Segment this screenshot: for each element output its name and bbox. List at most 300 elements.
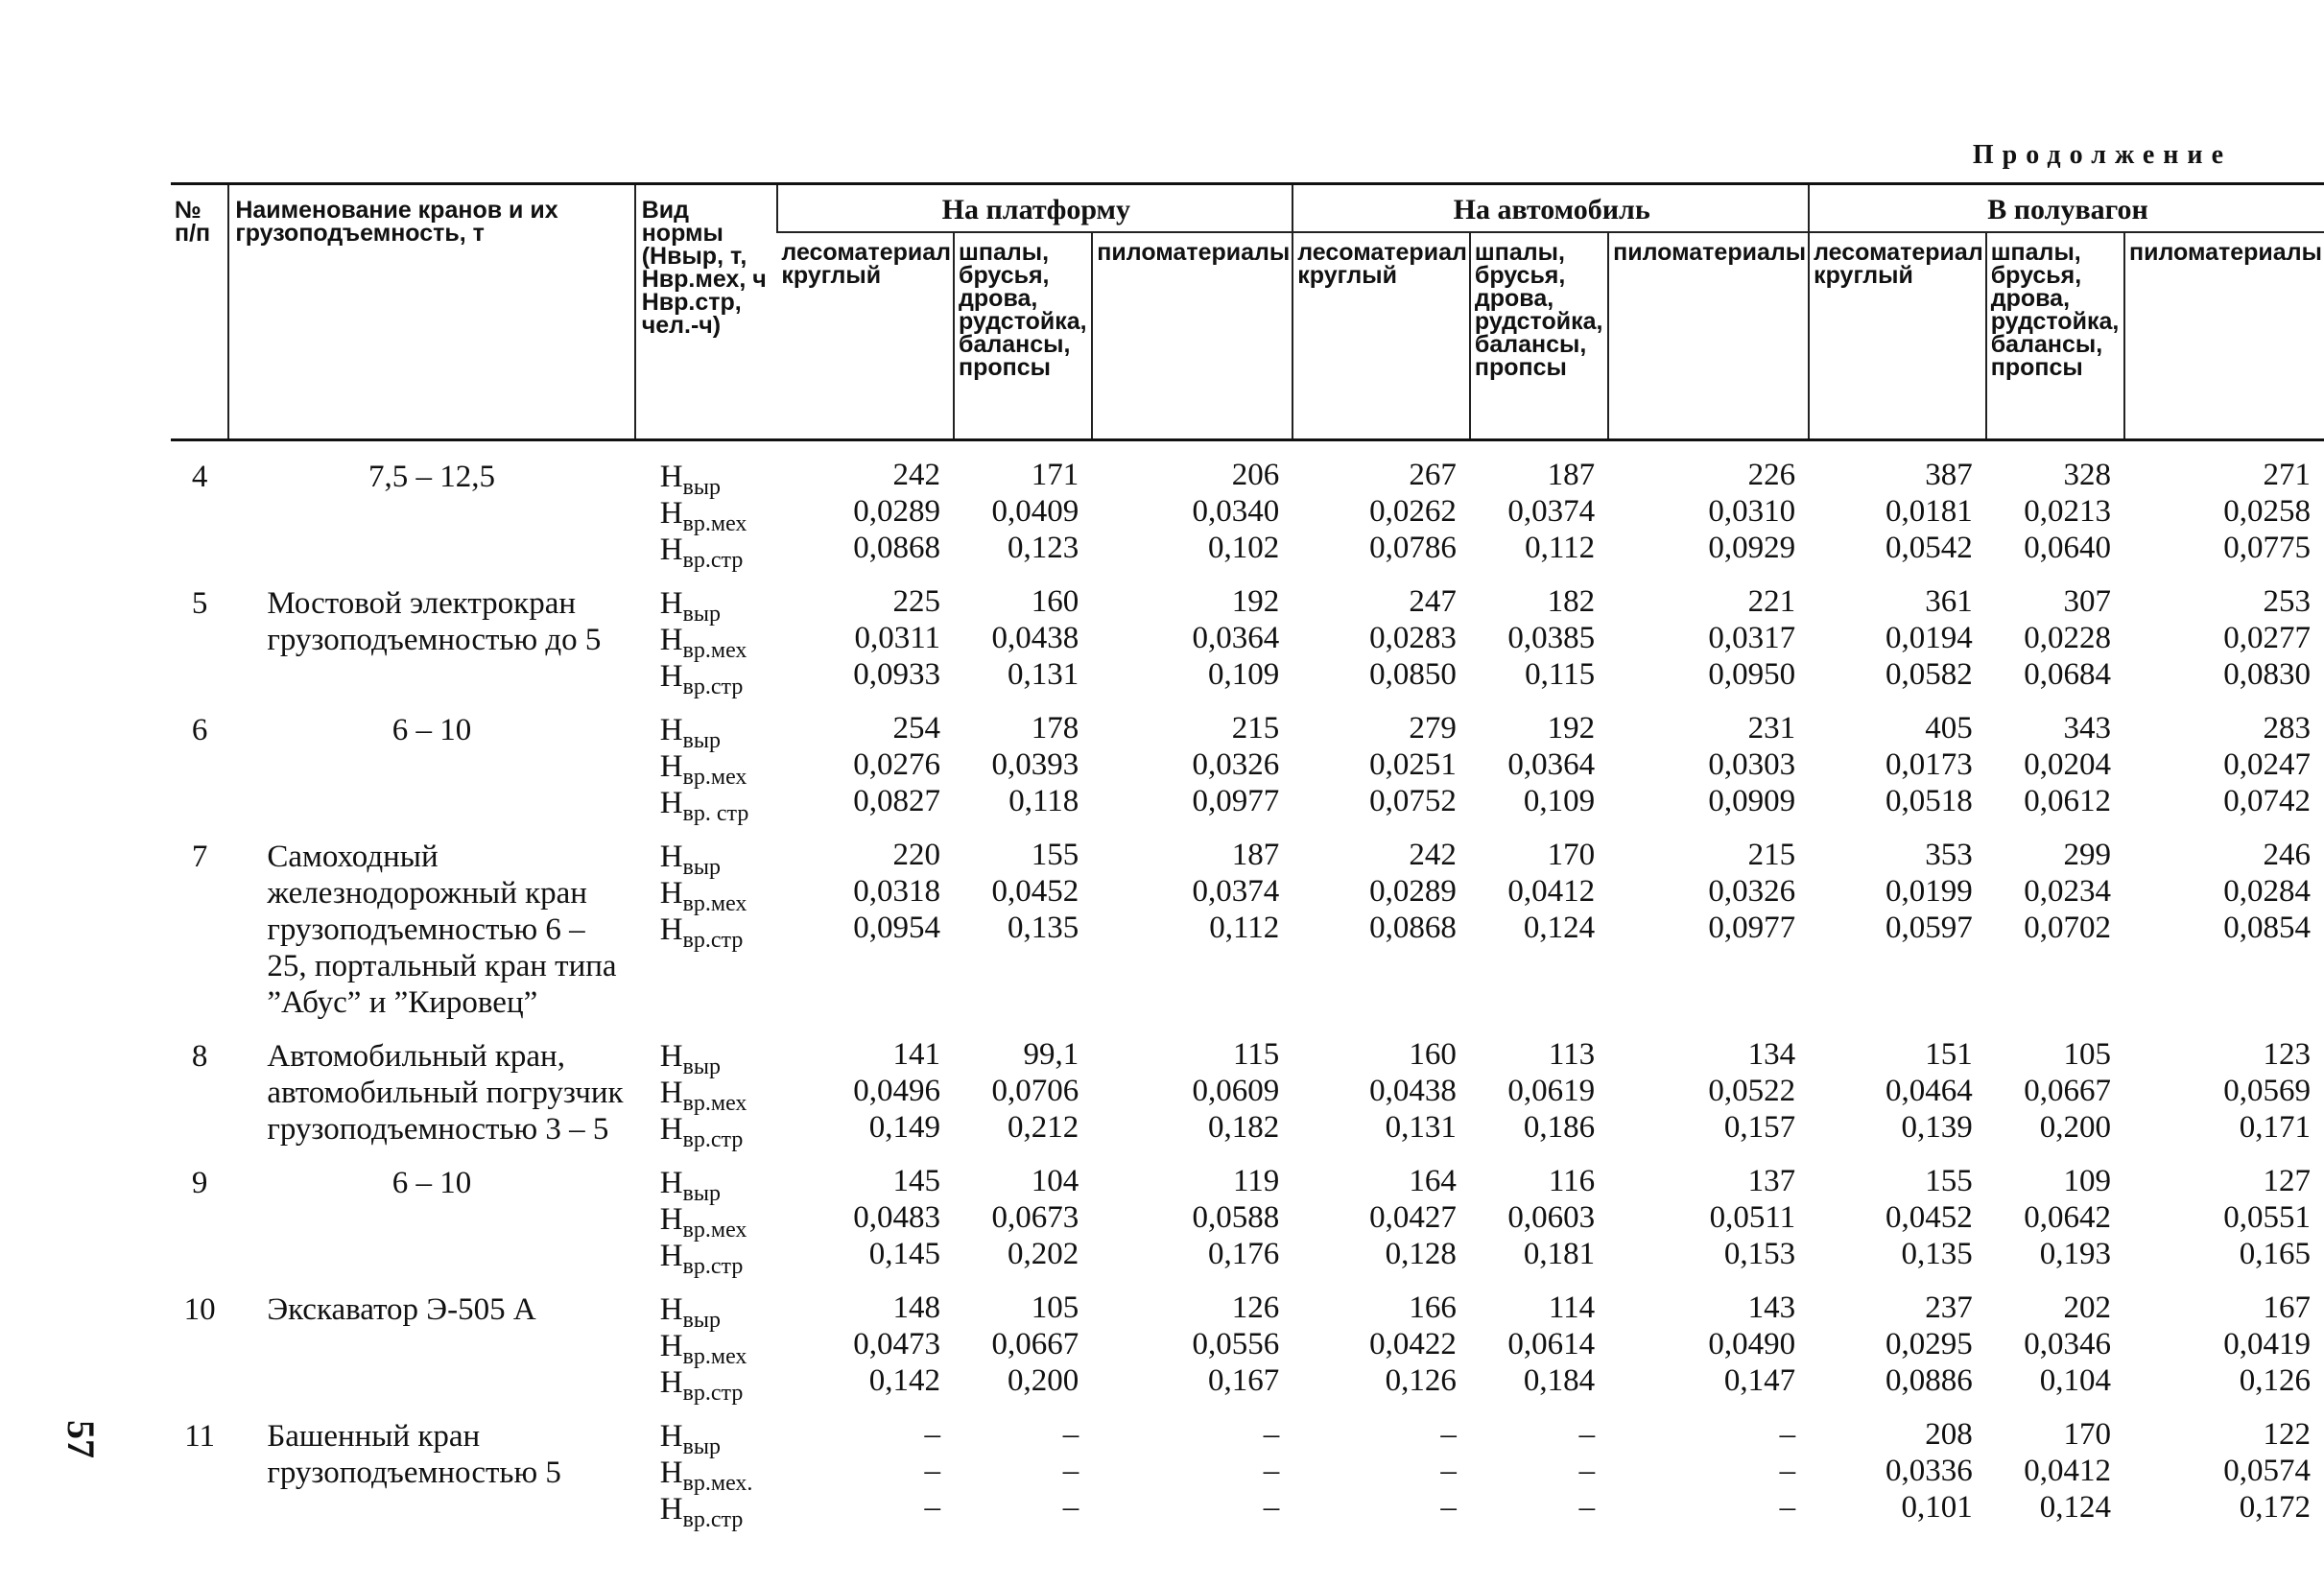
crane-name: Самоходный железнодорожный кран грузоподъемностью 6 – 25, портальный кран типа ”Абус” и ”Кировец” — [267, 840, 617, 1020]
value: 215 — [1747, 838, 1796, 872]
value-cell — [1092, 695, 1292, 821]
value: 155 — [1925, 1164, 1973, 1198]
value: 0,0933 — [853, 657, 941, 692]
value: 0,126 — [2239, 1363, 2311, 1398]
value: 127 — [2263, 1164, 2311, 1198]
table-row — [171, 568, 2324, 695]
norm-type: $Н_{вр.стр}$ — [659, 533, 744, 573]
value-cell — [1986, 1274, 2124, 1401]
value-cell — [1986, 1148, 2124, 1274]
value: 0,0204 — [2024, 747, 2111, 782]
value-cell — [2124, 568, 2324, 695]
value: 126 — [1231, 1290, 1280, 1325]
value-cell — [777, 440, 954, 569]
value-cell — [1092, 1274, 1292, 1401]
value: 0,0283 — [1369, 621, 1457, 655]
value-cell — [2124, 440, 2324, 569]
table-row — [171, 821, 2324, 1021]
value: 247 — [1409, 584, 1457, 619]
value: 0,0742 — [2223, 784, 2311, 818]
value: 0,0886 — [1885, 1363, 1973, 1398]
value: 0,0289 — [1369, 874, 1457, 909]
value-cell — [954, 440, 1092, 569]
value: 0,0213 — [2024, 494, 2111, 529]
value: 115 — [1232, 1037, 1280, 1072]
norm-type: $Н_{вр.мех}$ — [659, 1202, 747, 1243]
value: 0,0258 — [2223, 494, 2311, 529]
value: 0,0518 — [1885, 784, 1973, 818]
value: – — [1578, 1490, 1596, 1525]
value-cell — [1470, 568, 1608, 695]
value: – — [1779, 1490, 1796, 1525]
value-cell — [777, 568, 954, 695]
value-cell — [777, 1274, 954, 1401]
row-number: 10 — [183, 1292, 216, 1327]
value: 0,0326 — [1192, 747, 1280, 782]
value: 0,0412 — [2024, 1454, 2111, 1488]
value-cell — [1986, 568, 2124, 695]
value: 0,145 — [868, 1237, 941, 1271]
value: 0,181 — [1523, 1237, 1596, 1271]
value-cell — [954, 1021, 1092, 1148]
value-cell — [1092, 1021, 1292, 1148]
value: 104 — [1031, 1164, 1079, 1198]
value: – — [1578, 1417, 1596, 1452]
value-cell — [954, 568, 1092, 695]
value: 0,0950 — [1708, 657, 1796, 692]
value: 0,0582 — [1885, 657, 1973, 692]
value-cell — [1092, 440, 1292, 569]
table-body — [171, 440, 2324, 1532]
value-cell — [1608, 1401, 1809, 1527]
value: 178 — [1031, 711, 1079, 746]
value: 0,0569 — [2223, 1074, 2311, 1108]
value: 0,142 — [868, 1363, 941, 1398]
value: 192 — [1231, 584, 1280, 619]
value: 0,0752 — [1369, 784, 1457, 818]
value: 0,0954 — [853, 911, 941, 945]
value: 0,0295 — [1885, 1327, 1973, 1361]
value-cell — [1470, 695, 1608, 821]
page-number: 57 — [59, 1420, 103, 1458]
value: 0,0374 — [1507, 494, 1596, 529]
value-cell — [1092, 568, 1292, 695]
value: 0,0311 — [854, 621, 941, 655]
norm-type: $Н_{выр}$ — [659, 1419, 722, 1459]
norm-types — [635, 1274, 778, 1406]
crane-name: Автомобильный кран, автомобильный погрузчик грузоподъемностью 3 – 5 — [267, 1039, 624, 1147]
norm-type: $Н_{вр.мех}$ — [659, 496, 747, 536]
value: 0,126 — [1385, 1363, 1457, 1398]
col-sawn: пиломатериалы — [2124, 232, 2324, 440]
value: 0,165 — [2239, 1237, 2311, 1271]
crane-name: 6 – 10 — [391, 1166, 472, 1200]
value: 0,0228 — [2024, 621, 2111, 655]
crane-name: 7,5 – 12,5 — [368, 460, 495, 494]
value: 0,0284 — [2223, 874, 2311, 909]
crane-name: 6 – 10 — [391, 713, 472, 747]
value: 267 — [1409, 458, 1457, 492]
value: – — [1263, 1417, 1280, 1452]
value: 0,0542 — [1885, 531, 1973, 565]
value: 171 — [1031, 458, 1079, 492]
value: 116 — [1548, 1164, 1596, 1198]
norm-type: $Н_{вр.стр}$ — [659, 1492, 744, 1532]
table-row — [171, 1401, 2324, 1527]
value: 192 — [1547, 711, 1596, 746]
value-cell — [2124, 1401, 2324, 1527]
value-cell — [1809, 568, 1986, 695]
value: – — [1779, 1417, 1796, 1452]
crane-name: Экскаватор Э-505 А — [267, 1292, 536, 1327]
value: 0,167 — [1208, 1363, 1280, 1398]
value: 164 — [1409, 1164, 1457, 1198]
value: 0,0612 — [2024, 784, 2111, 818]
value-cell — [777, 1148, 954, 1274]
value: 0,0667 — [991, 1327, 1079, 1361]
value: 0,0452 — [1885, 1200, 1973, 1235]
value: 221 — [1747, 584, 1796, 619]
value: 109 — [2063, 1164, 2111, 1198]
norm-type: $Н_{вр.стр}$ — [659, 659, 744, 699]
value: 0,0409 — [991, 494, 1079, 529]
value: 0,128 — [1385, 1237, 1457, 1271]
value-cell — [777, 695, 954, 821]
row-number: 4 — [191, 460, 208, 494]
value: 215 — [1231, 711, 1280, 746]
value: 0,0346 — [2024, 1327, 2111, 1361]
value: 0,182 — [1208, 1110, 1280, 1145]
norm-type: $Н_{выр}$ — [659, 713, 722, 753]
value-cell — [1092, 821, 1292, 1021]
norm-type: $Н_{выр}$ — [659, 840, 722, 880]
value: 0,157 — [1723, 1110, 1796, 1145]
value: 0,0199 — [1885, 874, 1973, 909]
value: 202 — [2063, 1290, 2111, 1325]
value: 0,0511 — [1709, 1200, 1796, 1235]
value: 0,0276 — [853, 747, 941, 782]
value: 279 — [1409, 711, 1457, 746]
value: 0,139 — [1901, 1110, 1973, 1145]
value-cell — [1986, 695, 2124, 821]
value: 225 — [892, 584, 941, 619]
value: 0,0364 — [1192, 621, 1280, 655]
value: 123 — [2263, 1037, 2311, 1072]
value: 0,0929 — [1708, 531, 1796, 565]
value: 220 — [892, 838, 941, 872]
value: 0,171 — [2239, 1110, 2311, 1145]
col-sleepers: шпалы, брусья, дрова, рудстойка, балансы, пропсы — [1470, 232, 1608, 440]
value: 0,0496 — [853, 1074, 941, 1108]
norm-type: $Н_{вр.мех}$ — [659, 1076, 747, 1116]
value: – — [1062, 1417, 1079, 1452]
norm-type: $Н_{выр}$ — [659, 460, 722, 500]
value: 0,0318 — [853, 874, 941, 909]
value-cell — [1986, 821, 2124, 1021]
value: 242 — [892, 458, 941, 492]
value-cell — [1809, 695, 1986, 821]
value: 0,0173 — [1885, 747, 1973, 782]
value: 0,0194 — [1885, 621, 1973, 655]
value: 0,0619 — [1507, 1074, 1596, 1108]
value: 182 — [1547, 584, 1596, 619]
value: 0,0556 — [1192, 1327, 1280, 1361]
row-number: 6 — [191, 713, 208, 747]
value: 0,0775 — [2223, 531, 2311, 565]
value: 0,176 — [1208, 1237, 1280, 1271]
value: 226 — [1747, 458, 1796, 492]
value: 145 — [892, 1164, 941, 1198]
value-cell — [1608, 821, 1809, 1021]
value: 0,0247 — [2223, 747, 2311, 782]
value: 143 — [1747, 1290, 1796, 1325]
value-cell — [1292, 568, 1470, 695]
value: 113 — [1548, 1037, 1596, 1072]
value: 99,1 — [1023, 1037, 1079, 1072]
value: 0,0364 — [1507, 747, 1596, 782]
value: – — [1263, 1454, 1280, 1488]
value: 0,172 — [2239, 1490, 2311, 1525]
value: 0,147 — [1723, 1363, 1796, 1398]
table-row — [171, 1274, 2324, 1401]
value: 0,104 — [2039, 1363, 2111, 1398]
norm-types — [635, 440, 778, 573]
value: 0,0374 — [1192, 874, 1280, 909]
value-cell — [777, 1021, 954, 1148]
value: 0,0438 — [1369, 1074, 1457, 1108]
value: 0,0234 — [2024, 874, 2111, 909]
value-cell — [1608, 1148, 1809, 1274]
value-cell — [1470, 1401, 1608, 1527]
value-cell — [2124, 1148, 2324, 1274]
value-cell — [1470, 1148, 1608, 1274]
group-truck: На автомобиль — [1292, 184, 1809, 233]
norm-types — [635, 568, 778, 699]
value: 237 — [1925, 1290, 1973, 1325]
col-sawn: пиломатериалы — [1092, 232, 1292, 440]
value: – — [1440, 1417, 1457, 1452]
value-cell — [1608, 1021, 1809, 1148]
value: 0,0490 — [1708, 1327, 1796, 1361]
value-cell — [1809, 1401, 1986, 1527]
value: 0,0412 — [1507, 874, 1596, 909]
norm-type: $Н_{вр. стр}$ — [659, 786, 749, 826]
value: – — [1062, 1490, 1079, 1525]
value-cell — [1292, 695, 1470, 821]
row-number: 8 — [191, 1039, 208, 1074]
value: 242 — [1409, 838, 1457, 872]
value-cell — [954, 1274, 1092, 1401]
value: 0,0473 — [853, 1327, 941, 1361]
value-cell — [954, 821, 1092, 1021]
value: 246 — [2263, 838, 2311, 872]
value: – — [1440, 1490, 1457, 1525]
value: 0,112 — [1525, 531, 1596, 565]
crane-name: Башенный кран грузоподъемностью 5 — [267, 1419, 561, 1490]
norm-type: $Н_{вр.мех}$ — [659, 749, 747, 790]
value: 0,0385 — [1507, 621, 1596, 655]
value: 105 — [1031, 1290, 1079, 1325]
value: 0,0588 — [1192, 1200, 1280, 1235]
table-row — [171, 440, 2324, 569]
value: 206 — [1231, 458, 1280, 492]
norm-types — [635, 1148, 778, 1279]
value: 0,0786 — [1369, 531, 1457, 565]
value-cell — [1470, 1021, 1608, 1148]
value-cell — [1809, 1021, 1986, 1148]
value: 0,0830 — [2223, 657, 2311, 692]
norm-types — [635, 695, 778, 826]
value: 0,0597 — [1885, 911, 1973, 945]
value: 0,0574 — [2223, 1454, 2311, 1488]
value: 0,135 — [1901, 1237, 1973, 1271]
norm-type: $Н_{выр}$ — [659, 586, 722, 627]
col-roundwood: лесоматериал круглый — [777, 232, 954, 440]
value: 0,0609 — [1192, 1074, 1280, 1108]
value: 208 — [1925, 1417, 1973, 1452]
value: 0,0336 — [1885, 1454, 1973, 1488]
value: 187 — [1231, 838, 1280, 872]
value: 151 — [1925, 1037, 1973, 1072]
value: 170 — [2063, 1417, 2111, 1452]
norm-type: $Н_{вр.стр}$ — [659, 1112, 744, 1152]
value: 0,102 — [1208, 531, 1280, 565]
value: – — [924, 1454, 941, 1488]
row-number: 11 — [184, 1419, 216, 1454]
norm-type: $Н_{вр.стр}$ — [659, 1239, 744, 1279]
value: 0,0262 — [1369, 494, 1457, 529]
value: 253 — [2263, 584, 2311, 619]
value-cell — [954, 1148, 1092, 1274]
value-cell — [1292, 821, 1470, 1021]
norm-type: $Н_{вр.мех.}$ — [659, 1456, 753, 1496]
value: 0,0438 — [991, 621, 1079, 655]
value: – — [1440, 1454, 1457, 1488]
value: 0,0868 — [853, 531, 941, 565]
value: 328 — [2063, 458, 2111, 492]
norm-type: $Н_{выр}$ — [659, 1039, 722, 1079]
value: 0,0850 — [1369, 657, 1457, 692]
header-name: Наименование кранов и их грузоподъемность, т — [228, 184, 634, 440]
value: 0,0326 — [1708, 874, 1796, 909]
col-roundwood: лесоматериал круглый — [1809, 232, 1986, 440]
value: 0,0251 — [1369, 747, 1457, 782]
value-cell — [1608, 1274, 1809, 1401]
table-row — [171, 1021, 2324, 1148]
value: 405 — [1925, 711, 1973, 746]
value-cell — [954, 1401, 1092, 1527]
header-num: № п/п — [171, 184, 228, 440]
norm-type: $Н_{вр.мех}$ — [659, 876, 747, 916]
norm-types — [635, 1021, 778, 1152]
value-cell — [1986, 1401, 2124, 1527]
value: 0,200 — [1008, 1363, 1079, 1398]
row-number: 9 — [191, 1166, 208, 1200]
value: 387 — [1925, 458, 1973, 492]
value: 160 — [1409, 1037, 1457, 1072]
value: 0,153 — [1723, 1237, 1796, 1271]
value: 0,0464 — [1885, 1074, 1973, 1108]
norm-type: $Н_{вр.мех}$ — [659, 1329, 747, 1369]
value: 137 — [1747, 1164, 1796, 1198]
norm-type: $Н_{выр}$ — [659, 1166, 722, 1206]
value: 231 — [1747, 711, 1796, 746]
norm-type: $Н_{выр}$ — [659, 1292, 722, 1333]
value: – — [1578, 1454, 1596, 1488]
value: 155 — [1031, 838, 1079, 872]
crane-name: Мостовой электрокран грузоподъемностью до 5 — [267, 586, 602, 657]
value: 0,0277 — [2223, 621, 2311, 655]
value: 0,112 — [1209, 911, 1280, 945]
value: 307 — [2063, 584, 2111, 619]
value: 0,184 — [1523, 1363, 1596, 1398]
value-cell — [1292, 1401, 1470, 1527]
col-sawn: пиломатериалы — [1608, 232, 1809, 440]
value: 134 — [1747, 1037, 1796, 1072]
value-cell — [2124, 1274, 2324, 1401]
norm-type: $Н_{вр.стр}$ — [659, 912, 744, 953]
value: 0,109 — [1208, 657, 1280, 692]
value: 170 — [1547, 838, 1596, 872]
value: 0,149 — [868, 1110, 941, 1145]
value-cell — [954, 695, 1092, 821]
value-cell — [1608, 440, 1809, 569]
value-cell — [1292, 1274, 1470, 1401]
norm-type: $Н_{вр.стр}$ — [659, 1365, 744, 1406]
value: 0,0427 — [1369, 1200, 1457, 1235]
value: 0,0303 — [1708, 747, 1796, 782]
value: 0,101 — [1901, 1490, 1973, 1525]
col-sleepers: шпалы, брусья, дрова, рудстойка, балансы, пропсы — [1986, 232, 2124, 440]
group-gondola: В полувагон — [1809, 184, 2324, 233]
norm-types — [635, 821, 778, 1021]
value: 0,123 — [1008, 531, 1079, 565]
group-platform: На платформу — [777, 184, 1292, 233]
value: 0,124 — [2039, 1490, 2111, 1525]
value: 114 — [1548, 1290, 1596, 1325]
value-cell — [1092, 1401, 1292, 1527]
value: 0,0977 — [1708, 911, 1796, 945]
value-cell — [1092, 1148, 1292, 1274]
table-row — [171, 1148, 2324, 1274]
col-roundwood: лесоматериал круглый — [1292, 232, 1470, 440]
value: 0,200 — [2039, 1110, 2111, 1145]
value: 0,0642 — [2024, 1200, 2111, 1235]
value: 0,0868 — [1369, 911, 1457, 945]
value: 160 — [1031, 584, 1079, 619]
header-norm: Вид нормы (Нвыр, т, Нвр.мех, ч Нвр.стр, чел.-ч) — [635, 184, 778, 440]
norm-types — [635, 1401, 778, 1532]
value: 299 — [2063, 838, 2111, 872]
value: 0,0603 — [1507, 1200, 1596, 1235]
value-cell — [1292, 1148, 1470, 1274]
value: 0,118 — [1008, 784, 1079, 818]
value: 0,0419 — [2223, 1327, 2311, 1361]
value: – — [1062, 1454, 1079, 1488]
value-cell — [1470, 440, 1608, 569]
value: 0,131 — [1008, 657, 1079, 692]
value: 0,0684 — [2024, 657, 2111, 692]
value: 343 — [2063, 711, 2111, 746]
value: – — [924, 1417, 941, 1452]
value: 0,115 — [1525, 657, 1596, 692]
value: 0,0614 — [1507, 1327, 1596, 1361]
value: 0,186 — [1523, 1110, 1596, 1145]
value: 105 — [2063, 1037, 2111, 1072]
value-cell — [1608, 568, 1809, 695]
value: 0,0827 — [853, 784, 941, 818]
value: 254 — [892, 711, 941, 746]
